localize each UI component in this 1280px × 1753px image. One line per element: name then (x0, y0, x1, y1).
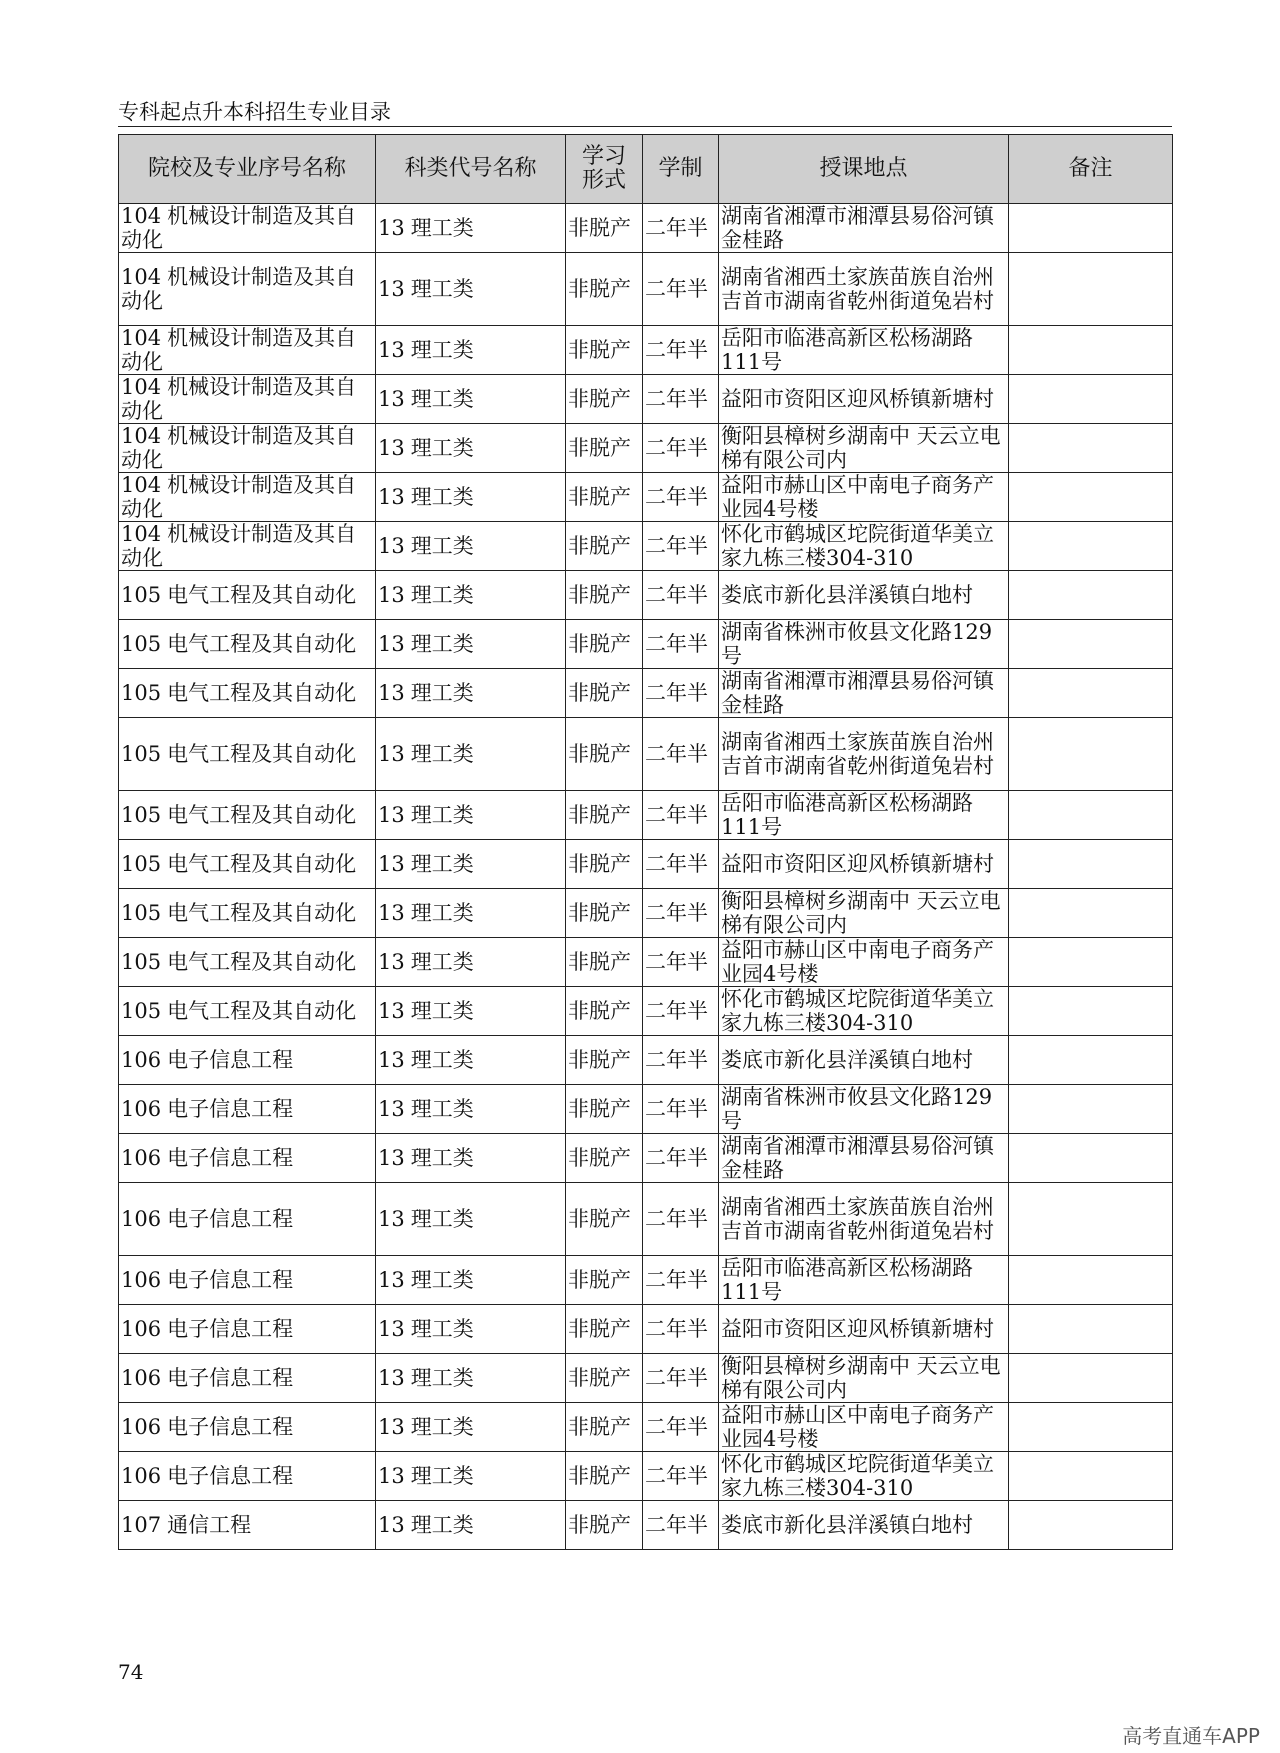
category-code: 13 (378, 1048, 405, 1072)
category-code: 13 (378, 901, 405, 925)
category-code: 13 (378, 1464, 405, 1488)
location-cell: 益阳市赫山区中南电子商务产业园4号楼 (719, 1403, 1009, 1452)
major-cell (119, 889, 376, 938)
category-cell (376, 1256, 566, 1305)
category-cell (376, 1036, 566, 1085)
major-name: 机械设计制造及其自动化 (121, 424, 357, 472)
category-cell (376, 473, 566, 522)
catalog-body (119, 204, 1173, 1550)
major-name: 机械设计制造及其自动化 (121, 375, 357, 423)
location-cell: 娄底市新化县洋溪镇白地村 (719, 1036, 1009, 1085)
major-cell (119, 1403, 376, 1452)
duration-cell: 二年半 (643, 889, 719, 938)
major-cell (119, 473, 376, 522)
category-code: 13 (378, 1268, 405, 1292)
major-code: 105 (121, 583, 162, 607)
form-cell: 非脱产 (566, 375, 643, 424)
major-name: 电气工程及其自动化 (167, 583, 357, 607)
category-code: 13 (378, 534, 405, 558)
duration-cell: 二年半 (643, 326, 719, 375)
major-code: 105 (121, 901, 162, 925)
remarks-cell (1009, 669, 1173, 718)
category-code: 13 (378, 1317, 405, 1341)
duration-cell: 二年半 (643, 1452, 719, 1501)
major-cell (119, 1452, 376, 1501)
header-location: 授课地点 (719, 135, 1009, 204)
location-cell: 怀化市鹤城区坨院街道华美立家九栋三楼304-310 (719, 522, 1009, 571)
duration-cell: 二年半 (643, 791, 719, 840)
major-name: 电子信息工程 (167, 1268, 294, 1292)
category-code: 13 (378, 950, 405, 974)
category-code: 13 (378, 485, 405, 509)
remarks-cell (1009, 1036, 1173, 1085)
table-row (119, 1085, 1173, 1134)
form-cell: 非脱产 (566, 1452, 643, 1501)
major-cell (119, 791, 376, 840)
location-cell: 岳阳市临港高新区松杨湖路111号 (719, 1256, 1009, 1305)
category-cell (376, 938, 566, 987)
form-cell: 非脱产 (566, 253, 643, 326)
category-cell (376, 889, 566, 938)
major-name: 通信工程 (167, 1513, 252, 1537)
major-code: 106 (121, 1317, 162, 1341)
major-cell (119, 1501, 376, 1550)
category-code: 13 (378, 1366, 405, 1390)
major-name: 电子信息工程 (167, 1146, 294, 1170)
major-code: 106 (121, 1366, 162, 1390)
major-name: 电气工程及其自动化 (167, 950, 357, 974)
category-cell (376, 1501, 566, 1550)
category-cell (376, 1403, 566, 1452)
header-form: 学习 形式 (566, 135, 643, 204)
category-name: 理工类 (410, 1317, 474, 1341)
category-cell (376, 1183, 566, 1256)
location-cell: 湖南省湘西土家族苗族自治州吉首市湖南省乾州街道兔岩村 (719, 718, 1009, 791)
major-code: 104 (121, 375, 162, 399)
major-cell (119, 718, 376, 791)
category-code: 13 (378, 1207, 405, 1231)
duration-cell: 二年半 (643, 204, 719, 253)
remarks-cell (1009, 424, 1173, 473)
category-name: 理工类 (410, 1048, 474, 1072)
category-code: 13 (378, 387, 405, 411)
duration-cell: 二年半 (643, 938, 719, 987)
category-name: 理工类 (410, 1146, 474, 1170)
remarks-cell (1009, 1305, 1173, 1354)
major-cell (119, 840, 376, 889)
table-row (119, 571, 1173, 620)
category-code: 13 (378, 1097, 405, 1121)
duration-cell: 二年半 (643, 571, 719, 620)
form-cell: 非脱产 (566, 1036, 643, 1085)
category-name: 理工类 (410, 1366, 474, 1390)
category-name: 理工类 (410, 387, 474, 411)
duration-cell: 二年半 (643, 987, 719, 1036)
category-name: 理工类 (410, 681, 474, 705)
form-cell: 非脱产 (566, 204, 643, 253)
table-row (119, 840, 1173, 889)
category-cell (376, 571, 566, 620)
major-name: 电子信息工程 (167, 1207, 294, 1231)
form-cell: 非脱产 (566, 473, 643, 522)
header-major: 院校及专业序号名称 (119, 135, 376, 204)
duration-cell: 二年半 (643, 1183, 719, 1256)
table-row (119, 620, 1173, 669)
category-cell (376, 620, 566, 669)
table-row (119, 326, 1173, 375)
category-name: 理工类 (410, 1415, 474, 1439)
duration-cell: 二年半 (643, 718, 719, 791)
major-cell (119, 1354, 376, 1403)
table-row (119, 522, 1173, 571)
category-code: 13 (378, 632, 405, 656)
table-row (119, 1501, 1173, 1550)
table-row (119, 1134, 1173, 1183)
major-name: 机械设计制造及其自动化 (121, 265, 357, 313)
form-cell: 非脱产 (566, 987, 643, 1036)
category-name: 理工类 (410, 583, 474, 607)
duration-cell: 二年半 (643, 253, 719, 326)
location-cell: 湖南省株洲市攸县文化路129号 (719, 1085, 1009, 1134)
form-cell: 非脱产 (566, 1134, 643, 1183)
table-row (119, 253, 1173, 326)
category-cell (376, 840, 566, 889)
duration-cell: 二年半 (643, 840, 719, 889)
remarks-cell (1009, 522, 1173, 571)
header-remarks: 备注 (1009, 135, 1173, 204)
remarks-cell (1009, 987, 1173, 1036)
major-code: 104 (121, 522, 162, 546)
table-row (119, 1452, 1173, 1501)
category-code: 13 (378, 742, 405, 766)
category-name: 理工类 (410, 534, 474, 558)
form-cell: 非脱产 (566, 889, 643, 938)
category-code: 13 (378, 1513, 405, 1537)
major-cell (119, 938, 376, 987)
category-name: 理工类 (410, 742, 474, 766)
category-name: 理工类 (410, 1513, 474, 1537)
major-cell (119, 522, 376, 571)
major-code: 104 (121, 473, 162, 497)
major-name: 电子信息工程 (167, 1317, 294, 1341)
remarks-cell (1009, 938, 1173, 987)
form-cell: 非脱产 (566, 571, 643, 620)
form-cell: 非脱产 (566, 938, 643, 987)
major-name: 电气工程及其自动化 (167, 632, 357, 656)
category-code: 13 (378, 1415, 405, 1439)
category-cell (376, 253, 566, 326)
table-row (119, 1183, 1173, 1256)
major-cell (119, 1085, 376, 1134)
major-cell (119, 1036, 376, 1085)
major-cell (119, 424, 376, 473)
category-cell (376, 1134, 566, 1183)
location-cell: 益阳市赫山区中南电子商务产业园4号楼 (719, 938, 1009, 987)
form-cell: 非脱产 (566, 522, 643, 571)
header-rule (118, 126, 1172, 127)
category-name: 理工类 (410, 1268, 474, 1292)
form-cell: 非脱产 (566, 791, 643, 840)
category-code: 13 (378, 216, 405, 240)
location-cell: 湖南省株洲市攸县文化路129号 (719, 620, 1009, 669)
form-cell: 非脱产 (566, 718, 643, 791)
major-cell (119, 326, 376, 375)
duration-cell: 二年半 (643, 1036, 719, 1085)
major-name: 机械设计制造及其自动化 (121, 473, 357, 521)
major-name: 电气工程及其自动化 (167, 852, 357, 876)
form-cell: 非脱产 (566, 840, 643, 889)
major-name: 机械设计制造及其自动化 (121, 522, 357, 570)
location-cell: 湖南省湘潭市湘潭县易俗河镇金桂路 (719, 1134, 1009, 1183)
remarks-cell (1009, 1134, 1173, 1183)
catalog-table (118, 134, 1173, 1550)
duration-cell: 二年半 (643, 1134, 719, 1183)
category-name: 理工类 (410, 436, 474, 460)
major-name: 电子信息工程 (167, 1415, 294, 1439)
category-name: 理工类 (410, 803, 474, 827)
major-cell (119, 1256, 376, 1305)
category-cell (376, 1452, 566, 1501)
table-row (119, 424, 1173, 473)
location-cell: 岳阳市临港高新区松杨湖路111号 (719, 326, 1009, 375)
category-cell (376, 669, 566, 718)
category-code: 13 (378, 436, 405, 460)
table-row (119, 718, 1173, 791)
duration-cell: 二年半 (643, 424, 719, 473)
duration-cell: 二年半 (643, 1085, 719, 1134)
category-code: 13 (378, 681, 405, 705)
page-number: 74 (118, 1660, 144, 1684)
category-cell (376, 718, 566, 791)
table-row (119, 1305, 1173, 1354)
location-cell: 衡阳县樟树乡湖南中 天云立电梯有限公司内 (719, 424, 1009, 473)
watermark: 高考直通车APP (1122, 1724, 1260, 1748)
major-cell (119, 669, 376, 718)
major-cell (119, 375, 376, 424)
category-name: 理工类 (410, 1097, 474, 1121)
major-code: 105 (121, 999, 162, 1023)
category-code: 13 (378, 277, 405, 301)
category-cell (376, 204, 566, 253)
location-cell: 益阳市资阳区迎风桥镇新塘村 (719, 840, 1009, 889)
major-name: 电子信息工程 (167, 1097, 294, 1121)
remarks-cell (1009, 326, 1173, 375)
location-cell: 怀化市鹤城区坨院街道华美立家九栋三楼304-310 (719, 1452, 1009, 1501)
location-cell: 衡阳县樟树乡湖南中 天云立电梯有限公司内 (719, 1354, 1009, 1403)
remarks-cell (1009, 620, 1173, 669)
major-code: 105 (121, 742, 162, 766)
location-cell: 娄底市新化县洋溪镇白地村 (719, 571, 1009, 620)
duration-cell: 二年半 (643, 1501, 719, 1550)
category-name: 理工类 (410, 485, 474, 509)
major-name: 电气工程及其自动化 (167, 803, 357, 827)
category-name: 理工类 (410, 216, 474, 240)
form-cell: 非脱产 (566, 326, 643, 375)
major-name: 电气工程及其自动化 (167, 999, 357, 1023)
remarks-cell (1009, 1452, 1173, 1501)
table-row (119, 791, 1173, 840)
remarks-cell (1009, 840, 1173, 889)
major-code: 106 (121, 1146, 162, 1170)
major-code: 105 (121, 803, 162, 827)
major-code: 106 (121, 1097, 162, 1121)
remarks-cell (1009, 473, 1173, 522)
major-cell (119, 620, 376, 669)
major-code: 104 (121, 204, 162, 228)
table-row (119, 1036, 1173, 1085)
category-cell (376, 1085, 566, 1134)
duration-cell: 二年半 (643, 473, 719, 522)
remarks-cell (1009, 253, 1173, 326)
major-code: 106 (121, 1048, 162, 1072)
major-name: 电子信息工程 (167, 1048, 294, 1072)
location-cell: 湖南省湘西土家族苗族自治州吉首市湖南省乾州街道兔岩村 (719, 253, 1009, 326)
remarks-cell (1009, 718, 1173, 791)
major-name: 机械设计制造及其自动化 (121, 326, 357, 374)
major-code: 104 (121, 326, 162, 350)
category-name: 理工类 (410, 901, 474, 925)
category-name: 理工类 (410, 338, 474, 362)
major-cell (119, 571, 376, 620)
location-cell: 湖南省湘潭市湘潭县易俗河镇金桂路 (719, 204, 1009, 253)
form-cell: 非脱产 (566, 424, 643, 473)
major-cell (119, 253, 376, 326)
category-cell (376, 987, 566, 1036)
major-cell (119, 1134, 376, 1183)
table-row (119, 204, 1173, 253)
duration-cell: 二年半 (643, 669, 719, 718)
category-name: 理工类 (410, 950, 474, 974)
major-cell (119, 1183, 376, 1256)
major-cell (119, 987, 376, 1036)
remarks-cell (1009, 1256, 1173, 1305)
category-name: 理工类 (410, 999, 474, 1023)
duration-cell: 二年半 (643, 1354, 719, 1403)
remarks-cell (1009, 1501, 1173, 1550)
form-cell: 非脱产 (566, 1305, 643, 1354)
category-code: 13 (378, 1146, 405, 1170)
remarks-cell (1009, 1183, 1173, 1256)
major-name: 电子信息工程 (167, 1464, 294, 1488)
form-cell: 非脱产 (566, 1501, 643, 1550)
duration-cell: 二年半 (643, 1305, 719, 1354)
major-cell (119, 204, 376, 253)
remarks-cell (1009, 1354, 1173, 1403)
major-name: 机械设计制造及其自动化 (121, 204, 357, 252)
duration-cell: 二年半 (643, 620, 719, 669)
category-name: 理工类 (410, 1464, 474, 1488)
form-cell: 非脱产 (566, 1354, 643, 1403)
location-cell: 益阳市赫山区中南电子商务产业园4号楼 (719, 473, 1009, 522)
running-header: 专科起点升本科招生专业目录 (118, 100, 391, 124)
duration-cell: 二年半 (643, 375, 719, 424)
location-cell: 湖南省湘西土家族苗族自治州吉首市湖南省乾州街道兔岩村 (719, 1183, 1009, 1256)
category-code: 13 (378, 852, 405, 876)
category-cell (376, 522, 566, 571)
category-cell (376, 1305, 566, 1354)
major-name: 电气工程及其自动化 (167, 681, 357, 705)
category-code: 13 (378, 338, 405, 362)
major-name: 电气工程及其自动化 (167, 901, 357, 925)
location-cell: 益阳市资阳区迎风桥镇新塘村 (719, 1305, 1009, 1354)
remarks-cell (1009, 889, 1173, 938)
major-code: 107 (121, 1513, 162, 1537)
table-row (119, 669, 1173, 718)
remarks-cell (1009, 791, 1173, 840)
table-row (119, 375, 1173, 424)
major-code: 106 (121, 1415, 162, 1439)
location-cell: 湖南省湘潭市湘潭县易俗河镇金桂路 (719, 669, 1009, 718)
table-row (119, 938, 1173, 987)
major-code: 104 (121, 265, 162, 289)
table-row (119, 889, 1173, 938)
category-name: 理工类 (410, 277, 474, 301)
category-code: 13 (378, 583, 405, 607)
duration-cell: 二年半 (643, 522, 719, 571)
location-cell: 怀化市鹤城区坨院街道华美立家九栋三楼304-310 (719, 987, 1009, 1036)
major-code: 105 (121, 632, 162, 656)
major-code: 105 (121, 681, 162, 705)
category-cell (376, 1354, 566, 1403)
major-code: 106 (121, 1207, 162, 1231)
category-name: 理工类 (410, 632, 474, 656)
category-cell (376, 375, 566, 424)
form-cell: 非脱产 (566, 1403, 643, 1452)
major-name: 电气工程及其自动化 (167, 742, 357, 766)
remarks-cell (1009, 204, 1173, 253)
major-code: 105 (121, 852, 162, 876)
remarks-cell (1009, 1085, 1173, 1134)
duration-cell: 二年半 (643, 1256, 719, 1305)
category-cell (376, 791, 566, 840)
category-name: 理工类 (410, 852, 474, 876)
header-category: 科类代号名称 (376, 135, 566, 204)
table-row (119, 1256, 1173, 1305)
category-name: 理工类 (410, 1207, 474, 1231)
form-cell: 非脱产 (566, 1183, 643, 1256)
form-cell: 非脱产 (566, 1085, 643, 1134)
table-row (119, 473, 1173, 522)
category-code: 13 (378, 999, 405, 1023)
major-cell (119, 1305, 376, 1354)
table-header-row (119, 135, 1173, 204)
category-code: 13 (378, 803, 405, 827)
category-cell (376, 326, 566, 375)
form-cell: 非脱产 (566, 669, 643, 718)
location-cell: 娄底市新化县洋溪镇白地村 (719, 1501, 1009, 1550)
duration-cell: 二年半 (643, 1403, 719, 1452)
remarks-cell (1009, 375, 1173, 424)
table-row (119, 987, 1173, 1036)
location-cell: 衡阳县樟树乡湖南中 天云立电梯有限公司内 (719, 889, 1009, 938)
header-duration: 学制 (643, 135, 719, 204)
remarks-cell (1009, 571, 1173, 620)
form-cell: 非脱产 (566, 1256, 643, 1305)
major-name: 电子信息工程 (167, 1366, 294, 1390)
location-cell: 益阳市资阳区迎风桥镇新塘村 (719, 375, 1009, 424)
table-row (119, 1354, 1173, 1403)
major-code: 106 (121, 1464, 162, 1488)
category-cell (376, 424, 566, 473)
table-row (119, 1403, 1173, 1452)
major-code: 104 (121, 424, 162, 448)
major-code: 106 (121, 1268, 162, 1292)
remarks-cell (1009, 1403, 1173, 1452)
location-cell: 岳阳市临港高新区松杨湖路111号 (719, 791, 1009, 840)
major-code: 105 (121, 950, 162, 974)
form-cell: 非脱产 (566, 620, 643, 669)
